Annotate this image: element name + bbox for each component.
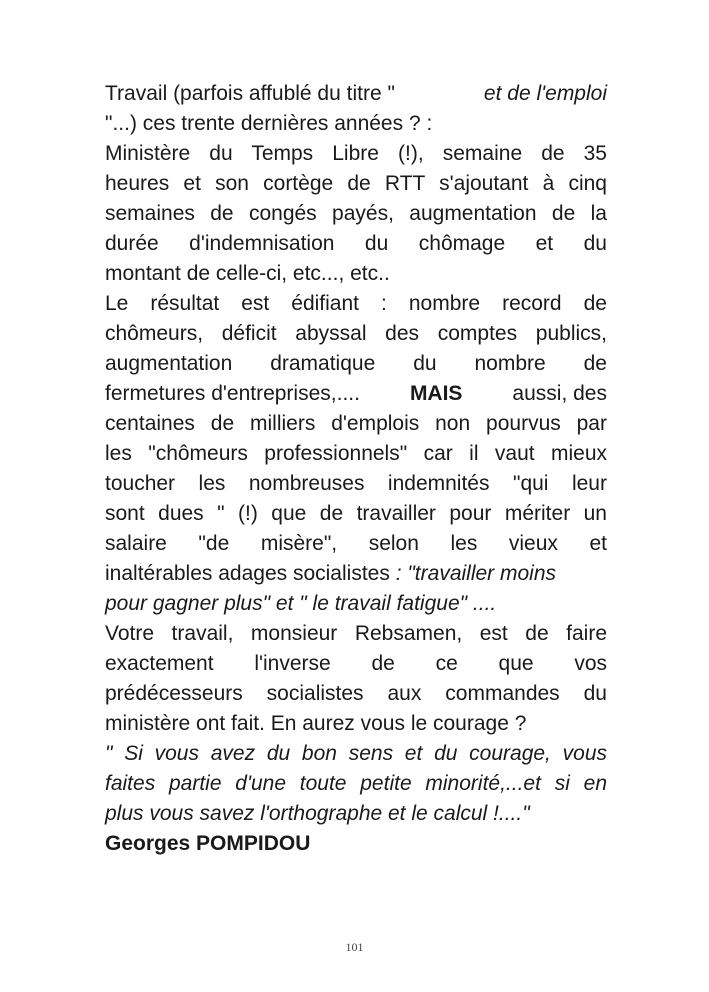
text-line: salaire "de misère", selon les vieux et	[105, 532, 608, 555]
text-line: Ministère du Temps Libre (!), semaine de 35	[105, 142, 607, 165]
quote-line: " Si vous avez du bon sens et du courage, vous	[105, 742, 607, 765]
quote-line: faites partie d'une toute petite minorité,...et si en	[105, 772, 608, 795]
text-line: durée d'indemnisation du chômage et du	[105, 232, 607, 255]
text-line: heures et son cortège de RTT s'ajoutant à cinq	[105, 172, 607, 195]
text-fragment: aussi, des	[512, 382, 607, 405]
text-line: montant de celle-ci, etc..., etc..	[105, 262, 390, 285]
italic-fragment: : "travailler moins	[395, 562, 557, 585]
text-line	[105, 79, 607, 109]
text-line: "...) ces trente dernières années ? :	[105, 112, 433, 135]
text-line: sont dues " (!) que de travailler pour mériter un	[105, 502, 607, 525]
page-body	[105, 79, 607, 859]
text-line	[105, 379, 607, 409]
text-fragment: inaltérables adages socialistes	[105, 562, 390, 585]
text-line	[105, 559, 607, 589]
text-line: prédécesseurs socialistes aux commandes du	[105, 682, 607, 705]
text-line: les "chômeurs professionnels" car il vaut mieux	[105, 442, 608, 465]
text-line: exactement l'inverse de ce que vos	[105, 652, 608, 675]
quote-line: plus vous savez l'orthographe et le calcul !...."	[105, 802, 530, 825]
text-line: chômeurs, déficit abyssal des comptes publics,	[105, 322, 607, 345]
text-line: centaines de milliers d'emplois non pourvus par	[105, 412, 607, 435]
text-line: pour gagner plus" et " le travail fatigue" ....	[105, 592, 497, 615]
bold-fragment: MAIS	[409, 382, 463, 405]
page-number: 101	[345, 940, 364, 954]
text-line: ministère ont fait. En aurez vous le courage ?	[105, 712, 527, 735]
quote-author: Georges POMPIDOU	[105, 832, 311, 855]
text-line: Votre travail, monsieur Rebsamen, est de faire	[105, 622, 608, 645]
text-line: augmentation dramatique du nombre de	[105, 352, 607, 375]
text-fragment: fermetures d'entreprises,....	[105, 382, 360, 405]
text-line: toucher les nombreuses indemnités "qui leur	[105, 472, 607, 495]
text-fragment: Travail (parfois affublé du titre "	[105, 82, 395, 105]
text-line: semaines de congés payés, augmentation de la	[105, 202, 607, 225]
italic-fragment: et de l'emploi	[483, 82, 607, 105]
text-line: Le résultat est édifiant : nombre record de	[105, 292, 607, 315]
